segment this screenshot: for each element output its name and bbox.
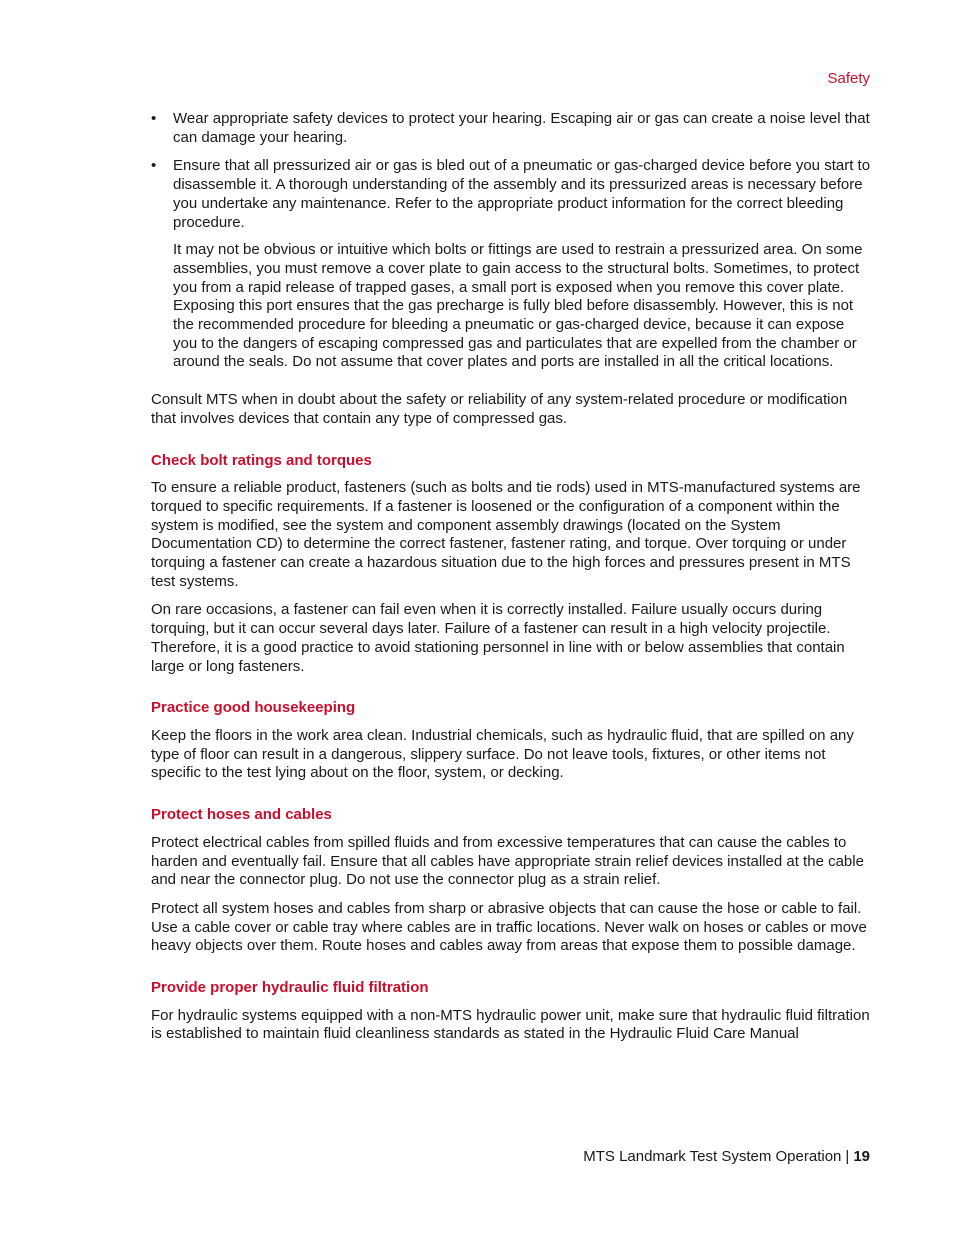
bullet-marker: • <box>151 157 157 175</box>
bullet-item-pressurized <box>151 157 871 372</box>
bullet-paragraph: Ensure that all pressurized air or gas is bled out of a pneumatic or gas-charged device before you start to disassemble it. A thorough understanding of the assembly and its pressurized areas is necessary before you undertake any maintenance. Refer to the appropriate product information for the correct bleeding procedure. <box>173 157 871 231</box>
heading-fluid-filtration: Provide proper hydraulic fluid filtration <box>151 979 429 997</box>
body-paragraph: Protect electrical cables from spilled fluids and from excessive temperatures that can cause the cables to harden and eventually fail. Ensure that all cables have appropriate strain relief devices installed at the cable and near the connector plug. Do not use the connector plug as a strain relief. <box>151 833 864 889</box>
body-paragraph: For hydraulic systems equipped with a non-MTS hydraulic power unit, make sure that hydraulic fluid filtration is established to maintain fluid cleanliness standards as stated in the Hydraulic Fluid Care Manual <box>151 1006 870 1043</box>
page-body <box>151 110 871 1054</box>
heading-hoses-cables: Protect hoses and cables <box>151 806 332 824</box>
body-paragraph: To ensure a reliable product, fasteners (such as bolts and tie rods) used in MTS-manufactured systems are torqued to specific requirements. If a fastener is loosened or the configuration of a component within the system is modified, see the system and component assembly drawings (located on the System Documentation CD) to determine the correct fastener, fastener rating, and torque. Over torquing or under torquing a fastener can create a hazardous situation due to the high forces and pressures present in MTS test systems. <box>151 479 861 590</box>
bullet-paragraph: Wear appropriate safety devices to protect your hearing. Escaping air or gas can create a noise level that can damage your hearing. <box>173 110 870 146</box>
heading-bolt-ratings: Check bolt ratings and torques <box>151 451 372 469</box>
body-paragraph: Keep the floors in the work area clean. Industrial chemicals, such as hydraulic fluid, that are spilled on any type of floor can result in a dangerous, slippery surface. Do not leave tools, fixtures, or other items not specific to the test lying about on the floor, system, or decking. <box>151 726 854 782</box>
bullet-marker: • <box>151 110 157 127</box>
footer-separator: | <box>845 1148 850 1165</box>
body-paragraph: On rare occasions, a fastener can fail even when it is correctly installed. Failure usually occurs during torquing, but it can occur several days later. Failure of a fastener can result in a high velocity projectile. Therefore, it is a good practice to avoid stationing personnel in line with or below assemblies that contain large or long fasteners. <box>151 601 845 675</box>
heading-housekeeping: Practice good housekeeping <box>151 699 356 717</box>
body-paragraph: Protect all system hoses and cables from sharp or abrasive objects that can cause the hose or cable to fail. Use a cable cover or cable tray where cables are in traffic locations. Never walk on hoses or cables or move heavy objects over them. Route hoses and cables away from areas that expose them to possible damage. <box>151 899 867 955</box>
bullet-list <box>151 110 871 372</box>
footer-title: MTS Landmark Test System Operation <box>583 1148 842 1165</box>
bullet-item-hearing <box>151 110 871 147</box>
running-header-section: Safety <box>827 70 870 87</box>
consult-paragraph: Consult MTS when in doubt about the safety or reliability of any system-related procedure or modification that involves devices that contain any type of compressed gas. <box>151 391 848 427</box>
running-footer <box>583 1148 870 1165</box>
page-number: 19 <box>853 1148 870 1165</box>
bullet-paragraph: It may not be obvious or intuitive which bolts or fittings are used to restrain a pressurized area. On some assemblies, you must remove a cover plate to gain access to the structural bolts. Sometimes, to protect you from a rapid release of trapped gases, a small port is exposed when you remove this cover plate. Exposing this port ensures that the gas precharge is fully bled before disassembly. However, this is not the recommended procedure for bleeding a pneumatic or gas-charged device, because it can expose you to the dangers of escaping compressed gas and particulates that are expelled from the chamber or around the seals. Do not assume that cover plates and ports are installed in all the critical locations. <box>173 241 863 371</box>
